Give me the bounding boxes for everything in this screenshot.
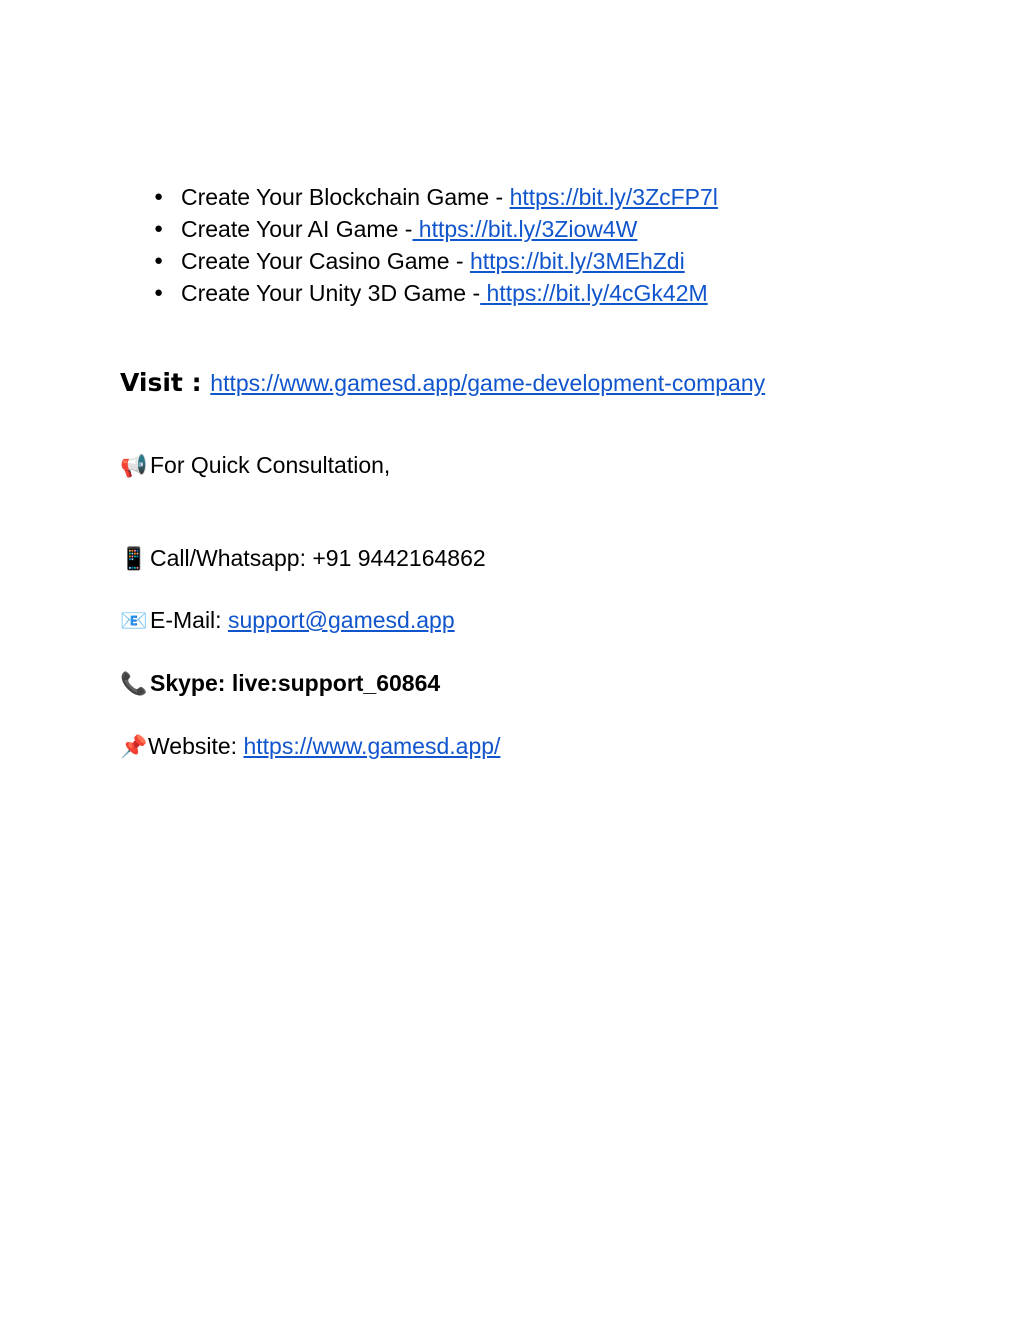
list-item	[154, 245, 718, 277]
email-line	[120, 607, 455, 634]
call-whatsapp-line	[120, 545, 486, 572]
mobile-phone-icon: 📱	[120, 547, 148, 572]
unity-3d-game-link[interactable]: https://bit.ly/4cGk42M	[480, 280, 708, 306]
website-link[interactable]: https://www.gamesd.app/	[243, 733, 501, 759]
bullet-icon: ●	[154, 220, 164, 237]
email-link[interactable]: support@gamesd.app	[227, 607, 455, 633]
list-item-text: Create Your Unity 3D Game -	[181, 280, 481, 306]
consultation-line	[120, 452, 390, 479]
email-label: E-Mail:	[150, 607, 228, 633]
game-links-list	[154, 181, 718, 309]
call-whatsapp-text: Call/Whatsapp: +91 9442164862	[150, 545, 486, 571]
ai-game-link[interactable]: https://bit.ly/3Ziow4W	[412, 216, 638, 242]
website-line	[120, 733, 500, 760]
casino-game-link[interactable]: https://bit.ly/3MEhZdi	[469, 248, 685, 274]
list-item-text: Create Your Blockchain Game -	[181, 184, 510, 210]
telephone-icon: 📞	[120, 672, 148, 697]
email-icon: 📧	[120, 609, 148, 634]
skype-line	[120, 670, 440, 697]
list-item-text: Create Your Casino Game -	[181, 248, 470, 274]
list-item	[154, 181, 718, 213]
list-item	[154, 213, 718, 245]
website-label: Website:	[148, 733, 244, 759]
list-item-text: Create Your AI Game -	[181, 216, 413, 242]
megaphone-icon: 📢	[120, 454, 148, 479]
visit-label: Visit :	[120, 368, 211, 397]
bullet-icon: ●	[154, 284, 164, 301]
list-item	[154, 277, 718, 309]
skype-text: Skype: live:support_60864	[150, 670, 441, 696]
pushpin-icon: 📌	[120, 735, 148, 760]
bullet-icon: ●	[154, 252, 164, 269]
consultation-text: For Quick Consultation,	[150, 452, 391, 478]
bullet-icon: ●	[154, 188, 164, 205]
game-development-company-link[interactable]: https://www.gamesd.app/game-development-company	[210, 370, 766, 396]
blockchain-game-link[interactable]: https://bit.ly/3ZcFP7l	[509, 184, 718, 210]
visit-line	[120, 368, 765, 397]
